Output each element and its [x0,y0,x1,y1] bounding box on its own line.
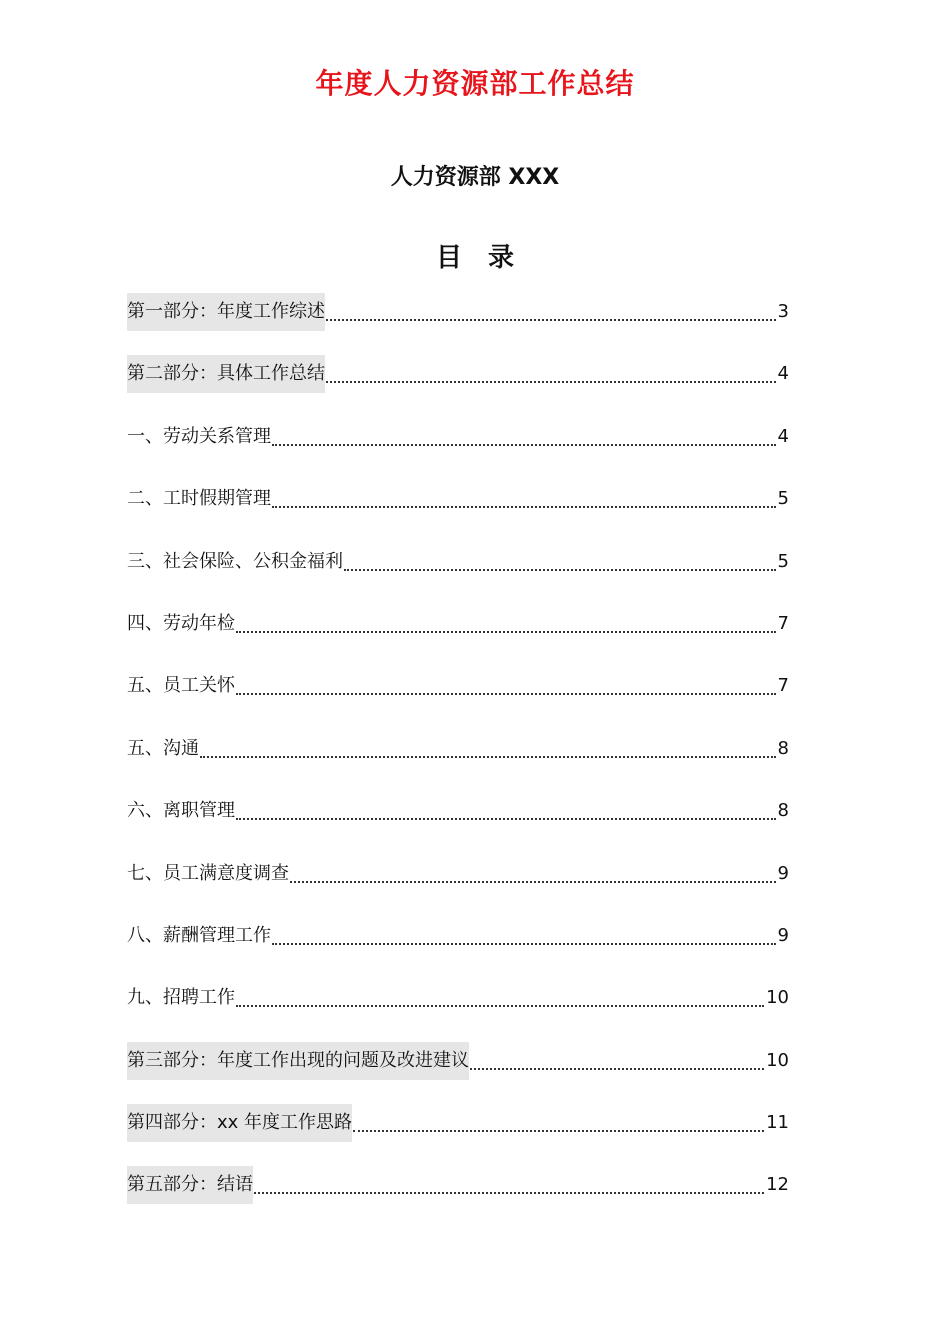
document-subtitle: 人力资源部 XXX [390,165,560,190]
toc-entry[interactable] [127,480,789,542]
toc-entry-label: 五、员工关怀 [127,675,235,697]
toc-dot-leader [353,1104,764,1132]
toc-entry[interactable] [127,543,789,605]
toc-dot-leader [236,605,776,633]
toc-entry-page-number: 12 [766,1174,789,1196]
toc-entry-label: 一、劳动关系管理 [127,425,271,447]
toc-entry-label: 二、工时假期管理 [127,488,271,510]
toc-entry-label: 五、沟通 [127,737,199,759]
toc-entry-page-number: 4 [777,363,789,385]
toc-dot-leader [470,1042,764,1070]
toc-heading [0,237,950,274]
toc-entry[interactable] [127,855,789,917]
toc-dot-leader [290,855,776,883]
toc-dot-leader [272,480,776,508]
toc-entry-label: 九、招聘工作 [127,987,235,1009]
toc-dot-leader [236,667,776,695]
toc-entry-label: 第五部分：结语 [127,1166,253,1204]
toc-entry[interactable] [127,792,789,854]
toc-heading-char-1: 目 [435,243,462,273]
toc-entry[interactable] [127,1104,789,1166]
toc-entry-label: 四、劳动年检 [127,612,235,634]
toc-dot-leader [326,293,776,321]
toc-dot-leader [236,792,776,820]
toc-dot-leader [200,730,776,758]
toc-entry[interactable] [127,605,789,667]
toc-entry[interactable] [127,355,789,417]
toc-entry[interactable] [127,730,789,792]
toc-entry-label: 第四部分：xx 年度工作思路 [127,1104,352,1142]
toc-heading-char-2: 录 [488,243,515,273]
toc-dot-leader [236,979,764,1007]
toc-entry[interactable] [127,418,789,480]
toc-entry-label: 七、员工满意度调查 [127,862,289,884]
toc-entry-page-number: 11 [766,1112,789,1134]
toc-entry-page-number: 5 [777,488,789,510]
toc-entry-page-number: 7 [777,612,789,634]
toc-dot-leader [254,1166,764,1194]
table-of-contents [127,293,789,1229]
toc-entry-page-number: 8 [777,737,789,759]
toc-entry-label: 三、社会保险、公积金福利 [127,550,343,572]
toc-entry[interactable] [127,1166,789,1228]
toc-entry-page-number: 10 [766,1049,789,1071]
toc-entry[interactable] [127,917,789,979]
toc-entry-label: 六、离职管理 [127,800,235,822]
toc-entry-page-number: 8 [777,800,789,822]
document-title: 年度人力资源部工作总结 [315,67,635,100]
toc-entry-page-number: 3 [777,301,789,322]
toc-entry-label: 第三部分：年度工作出现的问题及改进建议 [127,1042,469,1080]
toc-entry[interactable] [127,1042,789,1104]
toc-dot-leader [272,418,776,446]
toc-entry-label: 第一部分：年度工作综述 [127,293,325,331]
toc-dot-leader [326,355,776,383]
toc-entry-label: 八、薪酬管理工作 [127,924,271,946]
toc-entry-page-number: 9 [777,924,789,946]
toc-entry[interactable] [127,667,789,729]
toc-entry[interactable] [127,293,789,355]
toc-entry-page-number: 4 [777,425,789,447]
toc-entry-label: 第二部分：具体工作总结 [127,355,325,393]
toc-entry-page-number: 7 [777,675,789,697]
toc-entry-page-number: 9 [777,862,789,884]
toc-entry[interactable] [127,979,789,1041]
toc-dot-leader [272,917,776,945]
toc-entry-page-number: 10 [766,987,789,1009]
toc-entry-page-number: 5 [777,550,789,572]
toc-dot-leader [344,543,776,571]
